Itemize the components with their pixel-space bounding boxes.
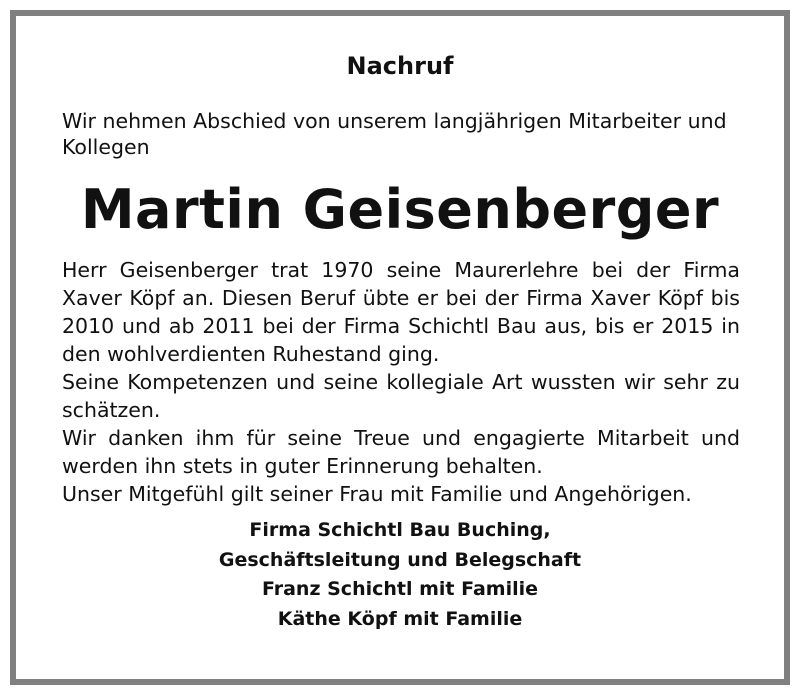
paragraph-competence: Seine Kompetenzen und seine kollegiale Art wussten wir sehr zu schätzen. (62, 370, 740, 422)
paragraph-career: Herr Geisenberger trat 1970 seine Maurerlehre bei der Firma Xaver Köpf an. Diesen Beruf übte er bei der Firma Xaver Köpf bis 2010 und ab 2011 bei der Firma Schichtl Bau aus, bis er 2015 in den wohlverdienten Ruhestand ging. (62, 258, 740, 366)
paragraph-thanks: Wir danken ihm für seine Treue und engagierte Mitarbeit und werden ihn stets in guter Erinnerung behalten. (62, 426, 740, 478)
intro-text: Wir nehmen Abschied von unserem langjährigen Mitarbeiter und Kollegen (62, 109, 727, 159)
signature-family-koepf: Käthe Köpf mit Familie (277, 607, 523, 630)
paragraph-condolence: Unser Mitgefühl gilt seiner Frau mit Familie und Angehörigen. (62, 482, 692, 506)
signature-company: Firma Schichtl Bau Buching, (249, 519, 551, 541)
deceased-name: Martin Geisenberger (80, 178, 720, 241)
signature-management: Geschäftsleitung und Belegschaft (218, 548, 582, 571)
signature-family-schichtl: Franz Schichtl mit Familie (261, 578, 539, 600)
notice-heading: Nachruf (346, 52, 454, 80)
signature-block (0, 516, 800, 634)
obituary-body (62, 256, 740, 508)
